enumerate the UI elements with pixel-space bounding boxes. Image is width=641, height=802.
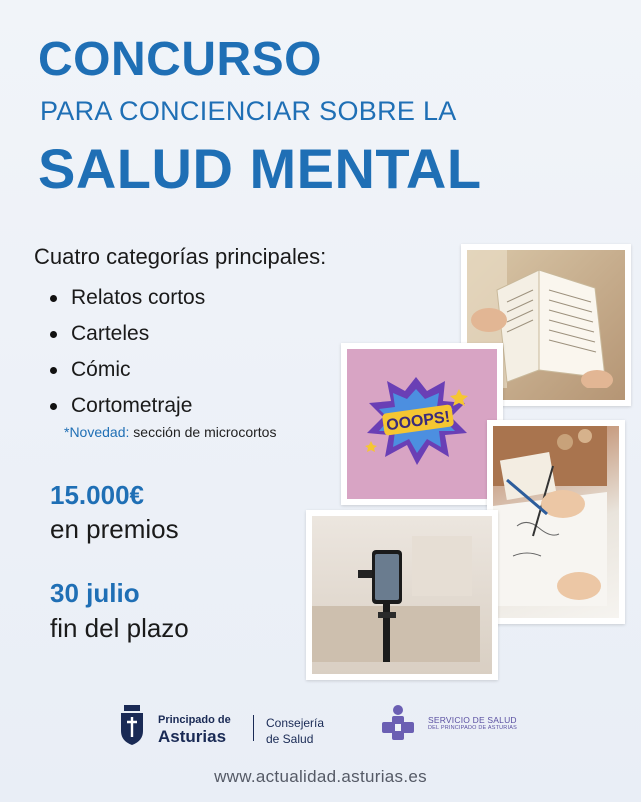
consejeria-label-line1: Consejería [266, 716, 325, 730]
sespa-label-line1: SERVICIO DE SALUD [428, 715, 517, 725]
principado-shield-icon [118, 703, 146, 745]
drawing-illustration [493, 426, 607, 606]
deadline-label: fin del plazo [50, 613, 189, 643]
principado-label-line2: Asturias [158, 727, 227, 746]
deadline-date: 30 julio [50, 578, 140, 608]
prize-amount: 15.000€ [50, 480, 144, 510]
title-subtitle: PARA CONCIENCIAR SOBRE LA [40, 96, 457, 126]
list-item: Cómic [50, 352, 205, 388]
photo-drawing [487, 420, 625, 624]
prize-label: en premios [50, 514, 179, 544]
title-concurso: CONCURSO [38, 33, 323, 86]
consejeria-label-line2: de Salud [266, 732, 314, 746]
oops-text: OOOPS! [385, 408, 452, 435]
categories-list [50, 280, 205, 424]
title-salud-mental: SALUD MENTAL [38, 137, 482, 200]
bullet-icon [50, 331, 57, 338]
list-item: Carteles [50, 316, 205, 352]
sespa-label-line2: DEL PRINCIPADO DE ASTURIAS [428, 725, 517, 731]
photo-comic [341, 343, 503, 505]
list-item: Cortometraje [50, 388, 205, 424]
list-item: Relatos cortos [50, 280, 205, 316]
novedad-note: *Novedad: sección de microcortos [64, 424, 277, 440]
sespa-cross-icon [380, 704, 416, 742]
bullet-icon [50, 403, 57, 410]
photo-phone-tripod [306, 510, 498, 680]
bullet-icon [50, 295, 57, 302]
phone-tripod-illustration [312, 516, 480, 662]
categories-heading: Cuatro categorías principales: [34, 244, 327, 269]
principado-label-line1: Principado de [158, 714, 231, 726]
bullet-icon [50, 367, 57, 374]
footer-url: www.actualidad.asturias.es [214, 767, 427, 786]
logo-divider [253, 715, 254, 741]
comic-burst-illustration [347, 349, 485, 487]
